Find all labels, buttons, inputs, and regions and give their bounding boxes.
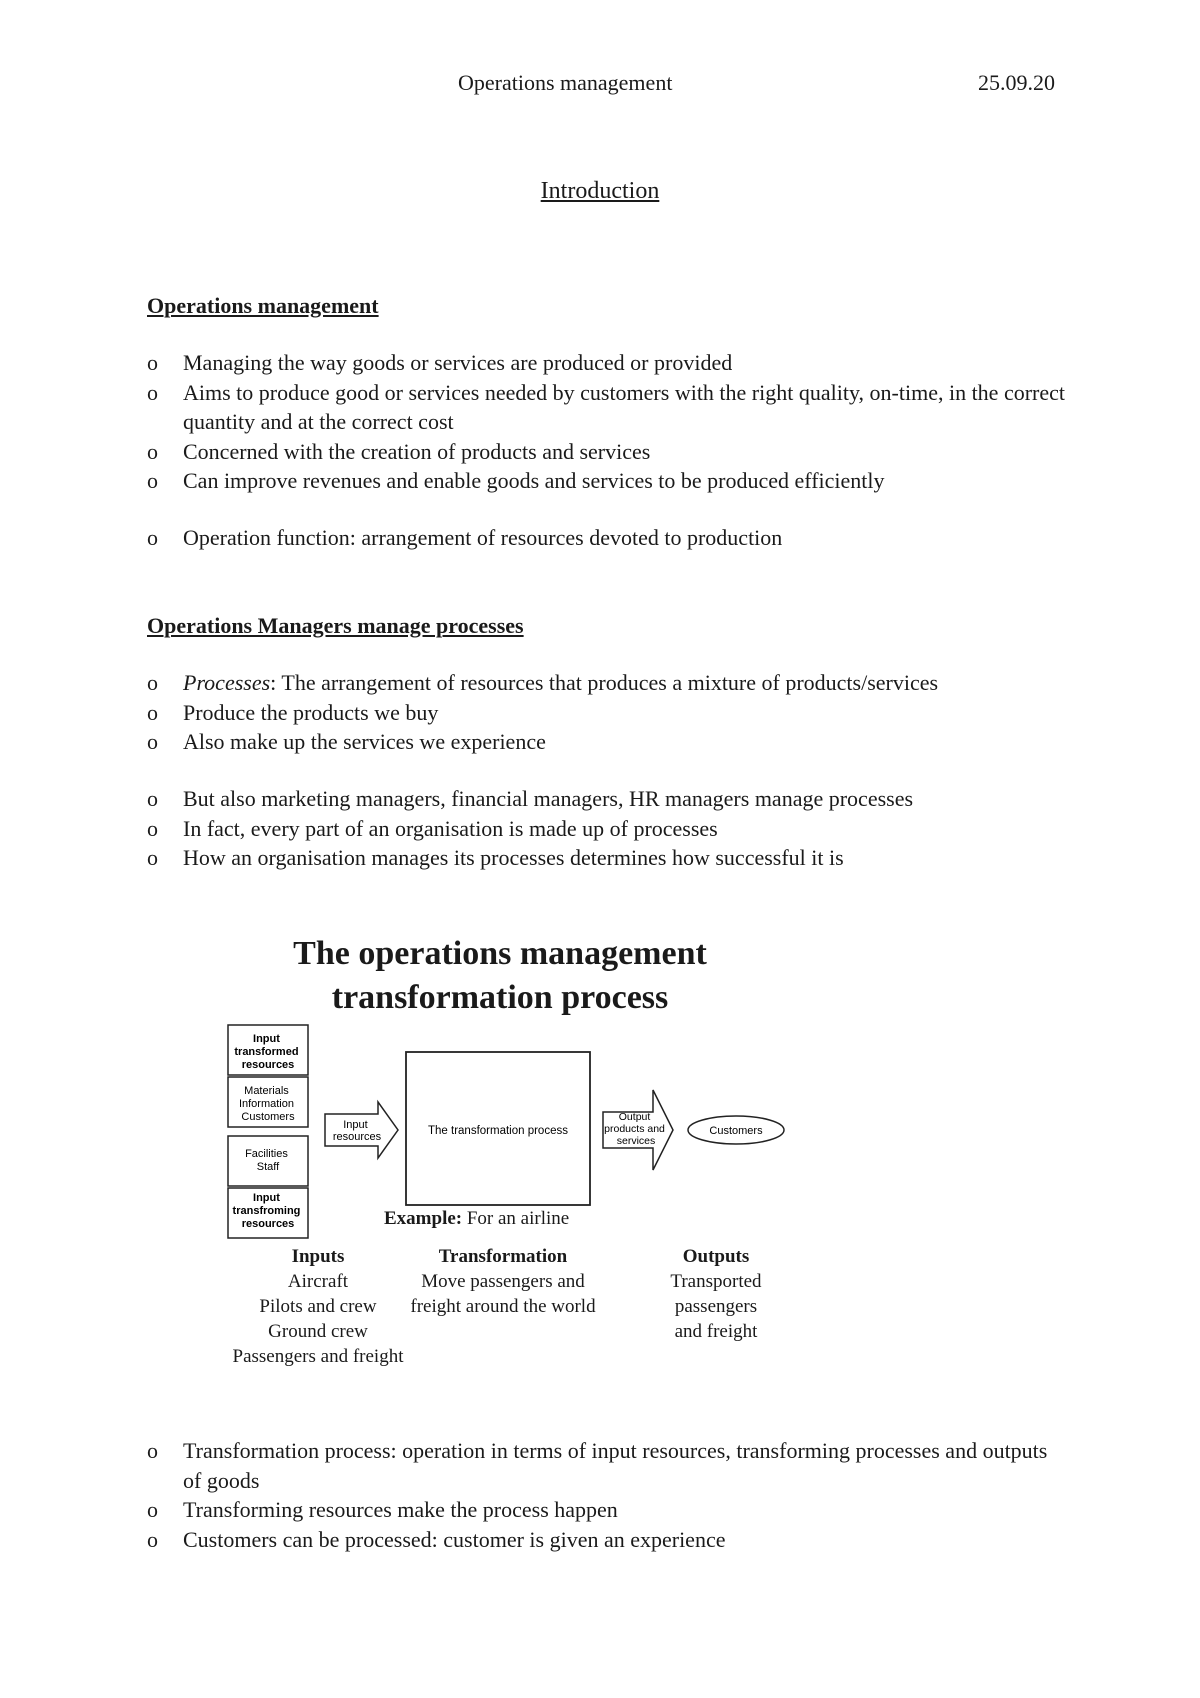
- header-date: 25.09.20: [978, 70, 1055, 95]
- figure-title-line2: transformation process: [331, 979, 669, 1016]
- list-item: o Transforming resources make the process happen: [147, 1497, 618, 1522]
- list-item: o Produce the products we buy: [147, 699, 439, 725]
- transformation-process-label: The transformation process: [428, 1125, 568, 1137]
- inputs-column: Inputs Aircraft Pilots and crew Ground crew Passengers and freight: [232, 1246, 404, 1367]
- list-item: o Aims to produce good or services needed by customers with the right quality, on-time, in the correct quantity and at the correct cost: [147, 379, 1066, 434]
- customers-label: Customers: [709, 1125, 763, 1137]
- figure-title-line1: The operations management: [293, 935, 707, 972]
- section-heading-operations-management: Operations management: [147, 293, 379, 318]
- transformation-column: Transformation Move passengers and freight around the world: [410, 1246, 596, 1317]
- list-item: o But also marketing managers, financial managers, HR managers manage processes: [147, 786, 914, 811]
- list-item: o Transformation process: operation in terms of input resources, transforming processes and outputs of goods: [147, 1438, 1048, 1493]
- box-materials-label: Materials Information Customers: [238, 1085, 295, 1123]
- list-item: o Also make up the services we experience: [147, 729, 546, 754]
- page-title: Introduction: [540, 178, 660, 204]
- list-item: o Concerned with the creation of products and services: [147, 438, 651, 464]
- box-facilities-label: Facilities Staff: [245, 1148, 288, 1173]
- box-input-transformed-label: Input transformed resources: [234, 1033, 299, 1071]
- output-arrow-label: Output products and services: [604, 1111, 665, 1147]
- list-item: o How an organisation manages its processes determines how successful it is: [147, 845, 844, 870]
- input-arrow-label: Input resources: [332, 1119, 382, 1143]
- box-input-transforming-label: Input transfroming resources: [232, 1192, 301, 1230]
- list-item: o In fact, every part of an organisation is made up of processes: [147, 815, 718, 841]
- list-item: o Processes: The arrangement of resources that produces a mixture of products/services: [147, 670, 939, 695]
- outputs-column: Outputs Transported passengers and freight: [670, 1246, 762, 1342]
- section-heading-managers-manage-processes: Operations Managers manage processes: [147, 613, 524, 638]
- list-item: o Customers can be processed: customer is given an experience: [147, 1526, 726, 1552]
- list-item: o Can improve revenues and enable goods and services to be produced efficiently: [147, 468, 885, 493]
- list-item: o Operation function: arrangement of resources devoted to production: [147, 525, 783, 550]
- header-title: Operations management: [458, 70, 673, 95]
- list-item: o Managing the way goods or services are produced or provided: [147, 350, 733, 375]
- example-line: Example: For an airline: [384, 1208, 570, 1229]
- section3-bullets: [147, 1436, 1067, 1554]
